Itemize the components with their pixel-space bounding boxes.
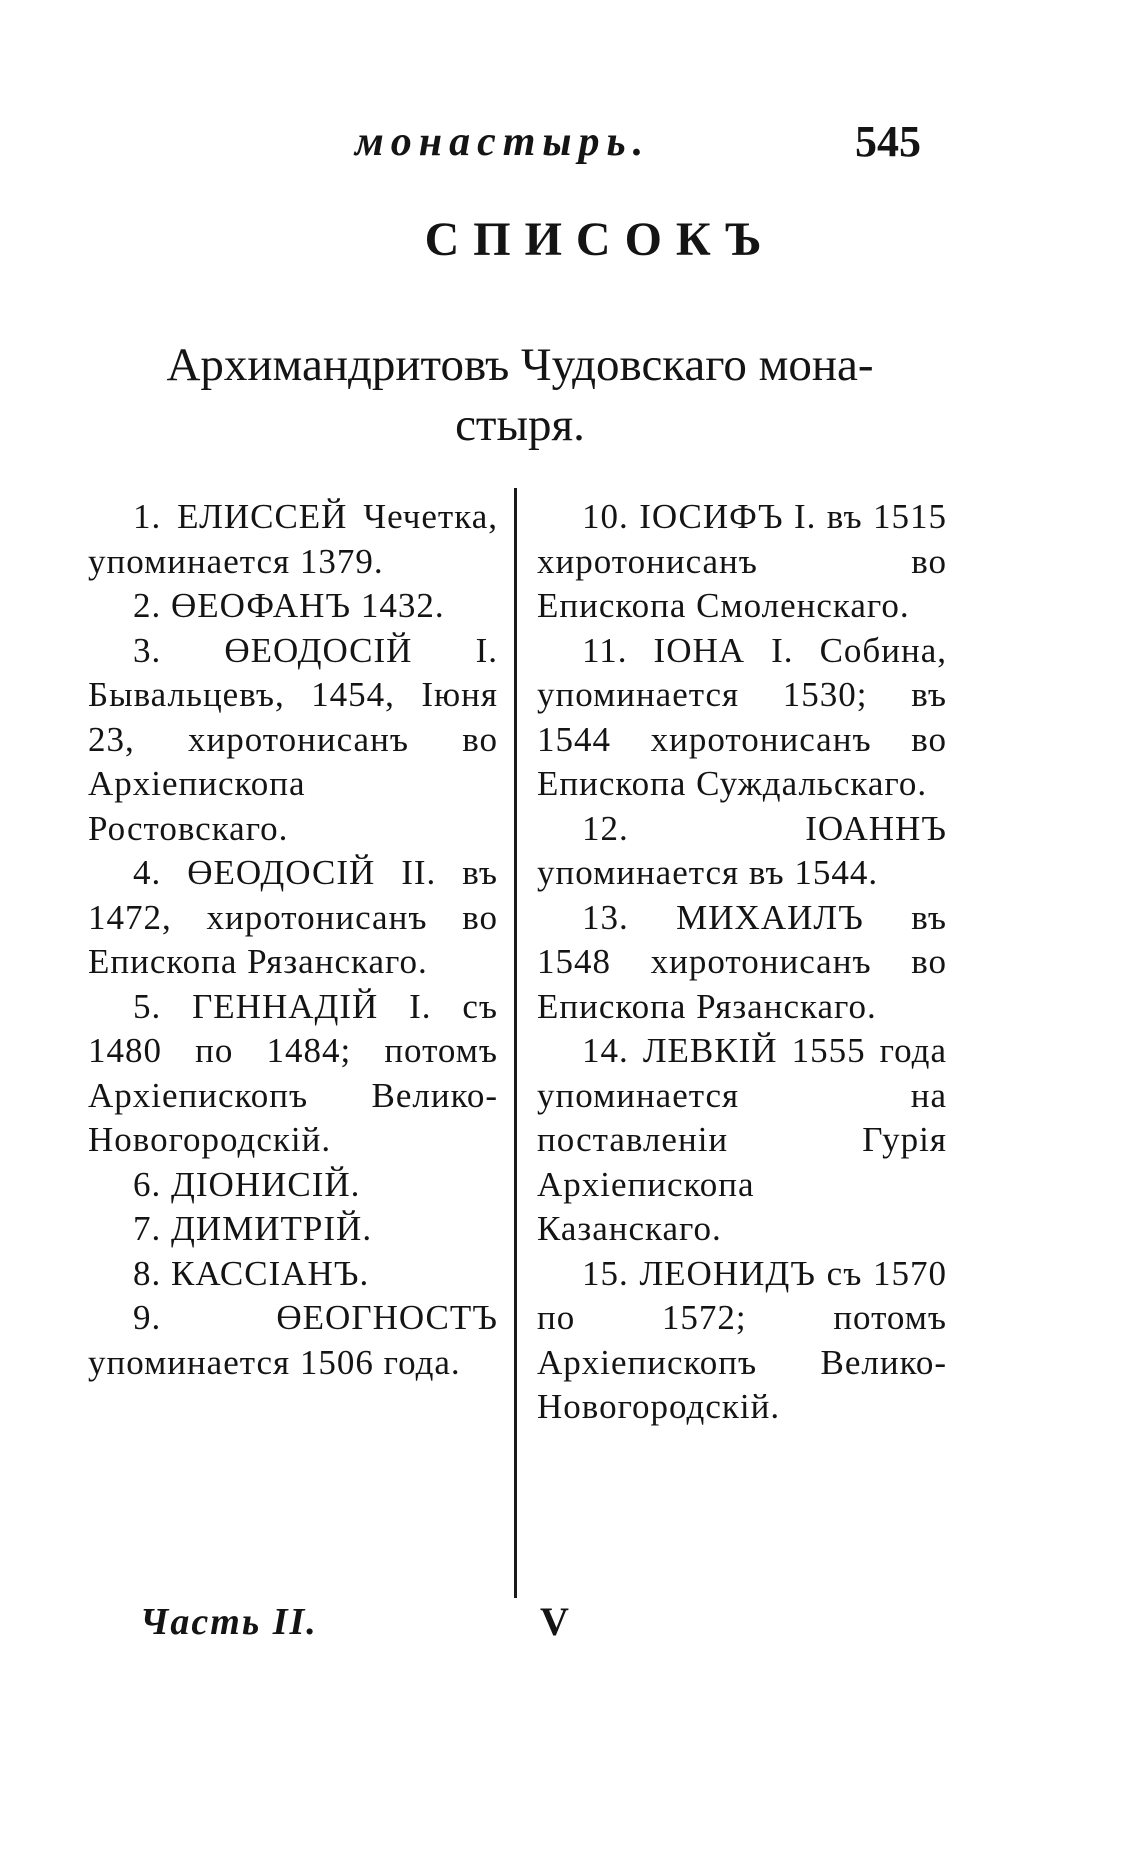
list-item: 14. ЛЕВКІЙ 1555 года упоминается на поставленіи Гурія Архіепископа Казанскаго. [537, 1031, 947, 1248]
right-column [537, 495, 947, 1430]
list-item: 11. ІОНА I. Собина, упоминается 1530; въ 1544 хиротонисанъ во Епископа Суждальскаго. [537, 630, 947, 803]
list-heading: СПИСОКЪ [424, 213, 776, 266]
subtitle-line-2: стыря. [455, 399, 585, 451]
subtitle-line-1: Архимандритовъ Чудовскаго мона- [166, 339, 874, 391]
list-item: 6. ДІОНИСІЙ. [133, 1164, 361, 1204]
list-item: 7. ДИМИТРІЙ. [133, 1209, 373, 1248]
left-column [88, 495, 498, 1385]
list-item: 3. ӨЕОДОСІЙ I. Бывальцевъ, 1454, Іюня 23, хиротонисанъ во Архіепископа Ростовскаго. [88, 630, 498, 848]
list-item: 1. ЕЛИССЕЙ Чечетка, упоминается 1379. [88, 497, 498, 581]
catchword: V [540, 1599, 569, 1644]
signature-mark: Часть II. [140, 1601, 318, 1643]
list-item: 9. ӨЕОГНОСТЪ упоминается 1506 года. [88, 1298, 498, 1382]
list-item: 2. ӨЕОФАНЪ 1432. [133, 586, 445, 625]
subtitle [105, 335, 935, 455]
column-divider [514, 488, 517, 1598]
list-item: 8. КАССІАНЪ. [133, 1253, 370, 1293]
list-item: 5. ГЕННАДІЙ I. съ 1480 по 1484; потомъ Архіепископъ Велико-Новогородскій. [88, 986, 498, 1159]
list-item: 15. ЛЕОНИДЪ съ 1570 по 1572; потомъ Архіепископъ Велико-Новогородскій. [537, 1253, 947, 1426]
list-item: 12. ІОАННЪ упоминается въ 1544. [537, 808, 947, 892]
list-item: 13. МИХАИЛЪ въ 1548 хиротонисанъ во Епископа Рязанскаго. [537, 897, 947, 1026]
page-number: 545 [855, 117, 921, 166]
list-item: 4. ӨЕОДОСІЙ II. въ 1472, хиротонисанъ во Епископа Рязанскаго. [88, 853, 498, 981]
list-item: 10. ІОСИФЪ I. въ 1515 хиротонисанъ во Епископа Смоленскаго. [537, 497, 947, 625]
running-head: монастырь. [355, 119, 651, 165]
